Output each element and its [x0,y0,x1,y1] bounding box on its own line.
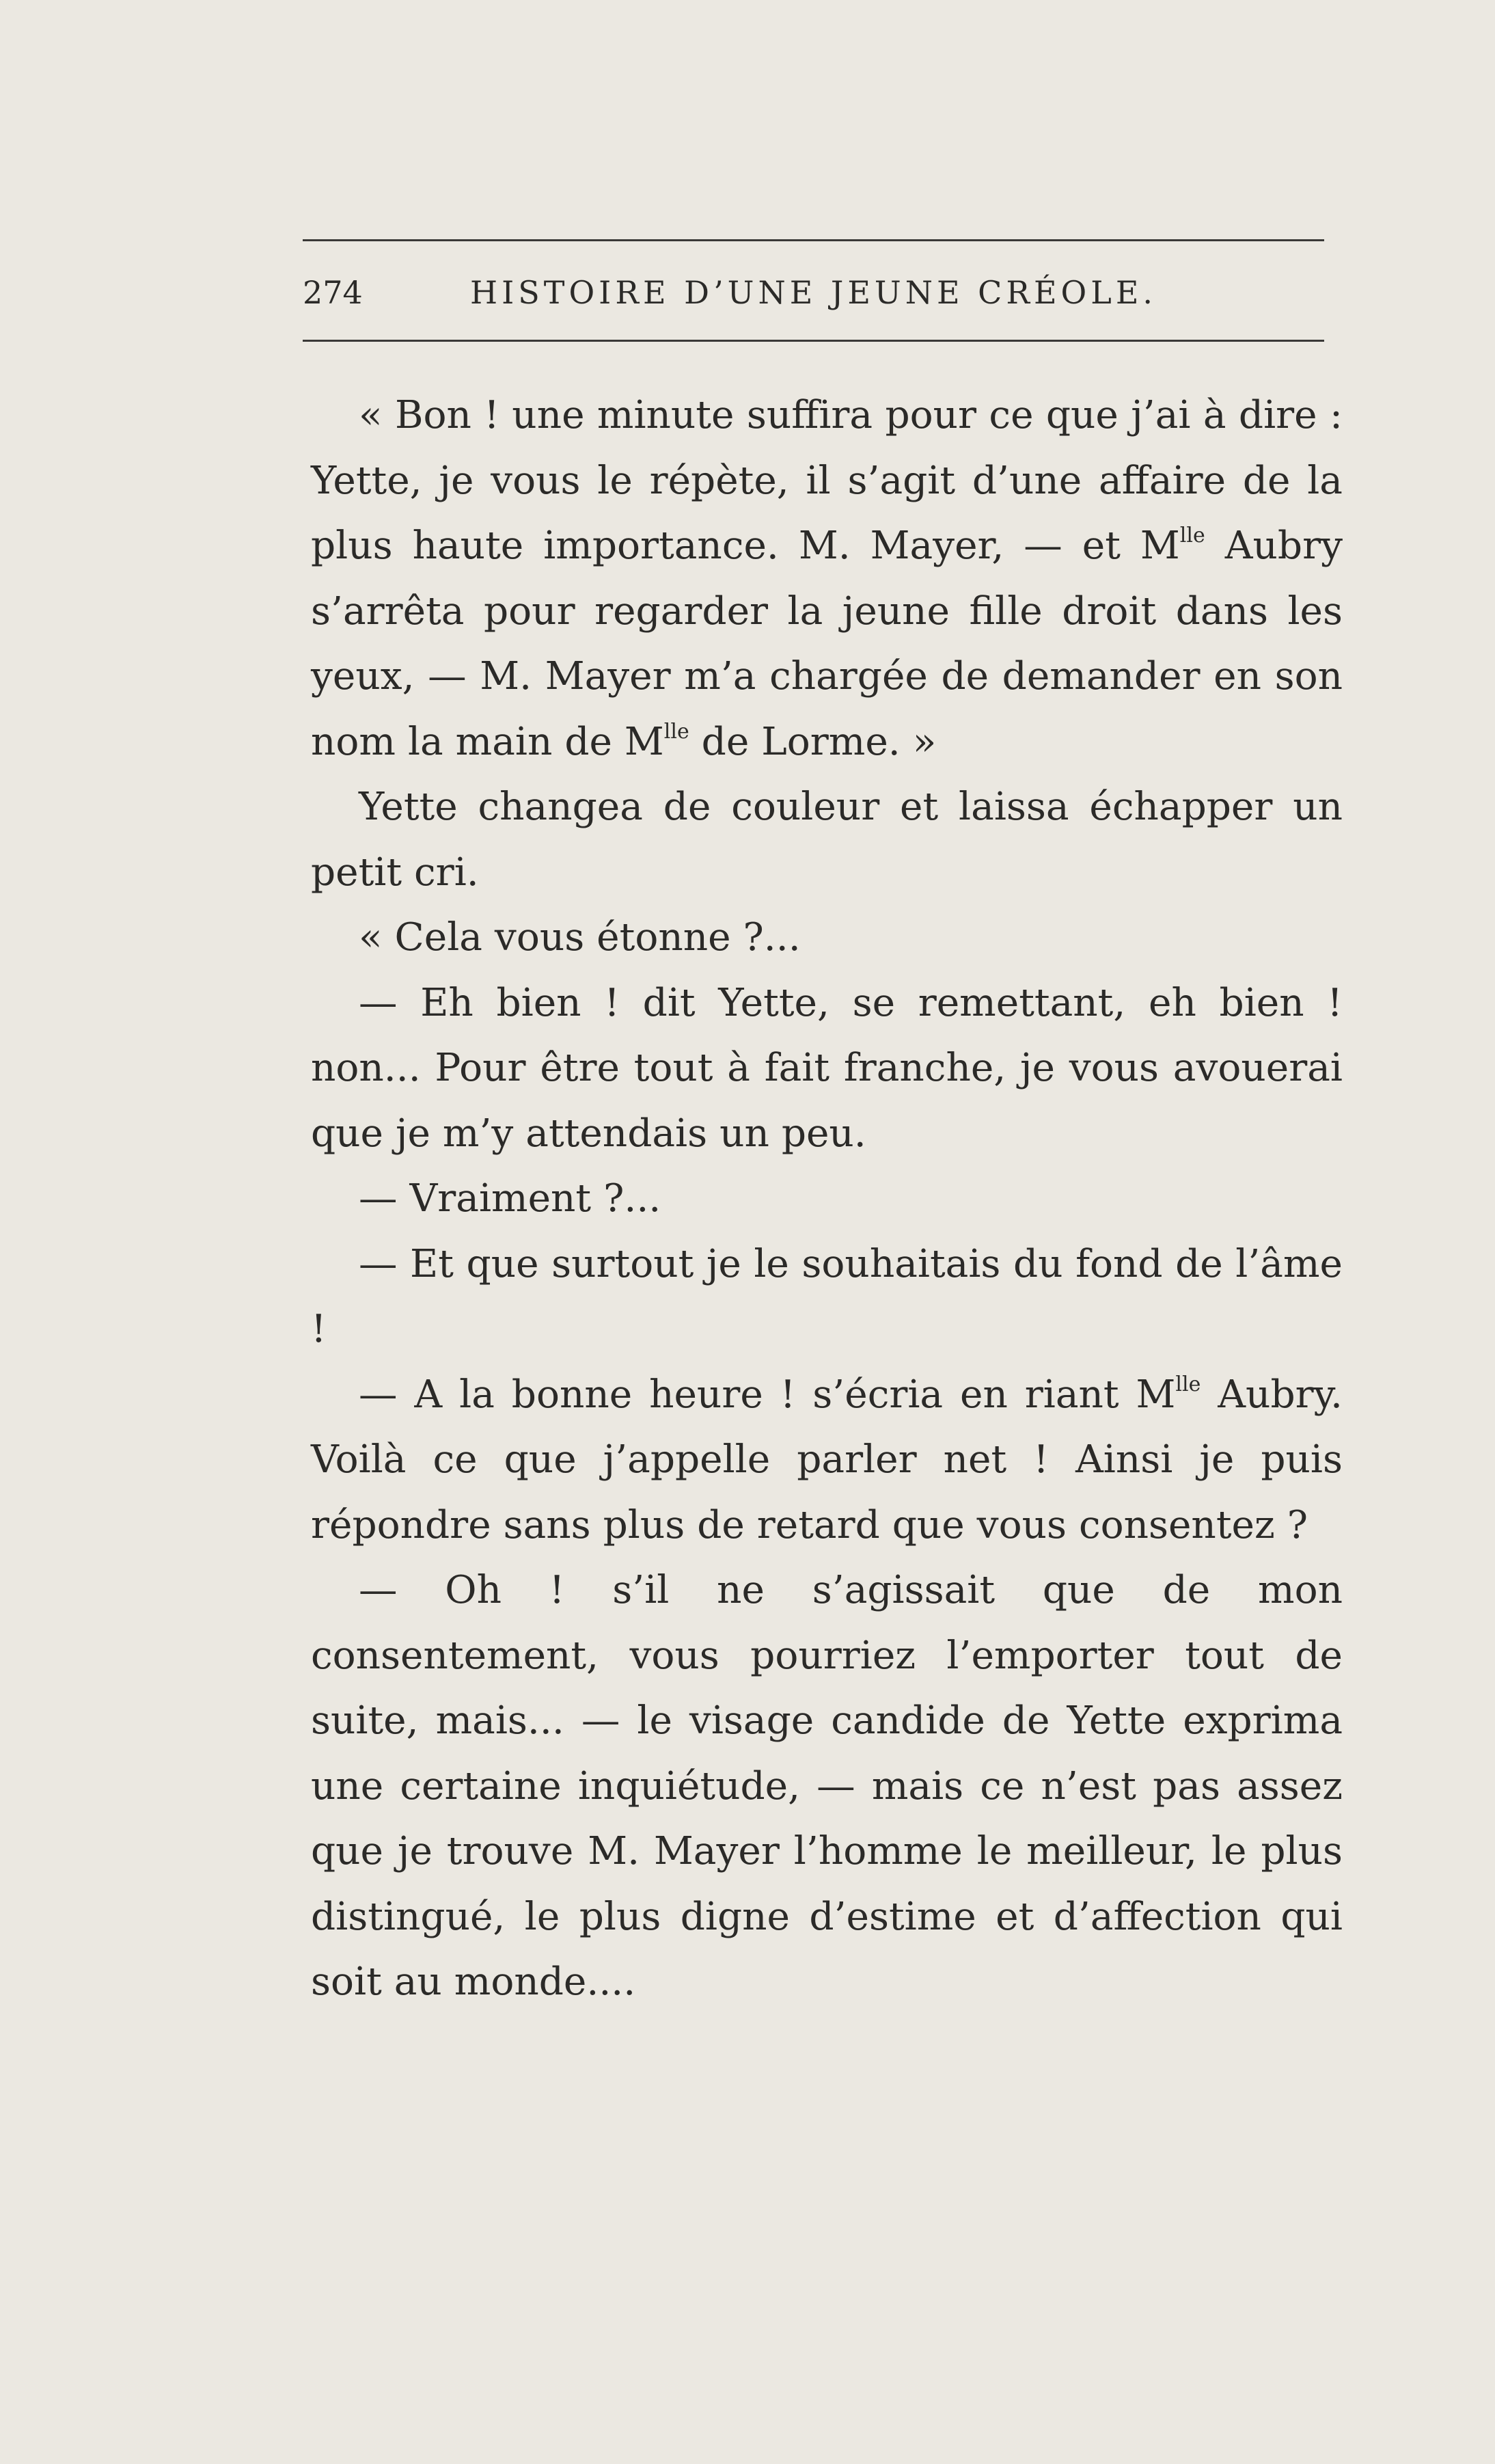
header-top-rule [303,239,1324,241]
paragraph: Yette changea de couleur et laissa échapper un petit cri. [311,785,1343,895]
paragraph-text: de Lorme. » [689,719,937,764]
paragraph-text: Aubry. Voilà ce que j’appelle parler net ! Ainsi je puis répondre sans plus de retard que vous consentez ? [311,1372,1343,1547]
paragraph [311,1362,1343,1558]
running-title: HISTOIRE D’UNE JEUNE CRÉOLE. [469,274,1157,311]
header-bottom-rule [303,340,1324,342]
superscript: lle [1179,524,1205,547]
paragraph-text: « Bon ! une minute suffira pour ce que j’ai à dire : Yette, je vous le répète, il s’agit d’une affaire de la plus haute importance. M. Mayer, — et M [311,393,1343,568]
body-text [311,383,1343,2015]
paragraph [311,383,1343,774]
paragraph: — Oh ! s’il ne s’agissait que de mon consentement, vous pourriez l’emporter tout de suite, mais... — le visage candide de Yette exprima une certaine inquiétude, — mais ce n’est pas assez que je trouve M. Mayer l’homme le meilleur, le plus distingué, le plus digne d’estime et d’affection qui soit au monde.... [311,1568,1343,2004]
paragraph: — Vraiment ?... [359,1176,661,1221]
paragraph: « Cela vous étonne ?... [359,915,801,960]
paragraph-text: Aubry s’arrêta pour regarder la jeune fille droit dans les yeux, — M. Mayer m’a chargée de demander en son nom la main de M [311,524,1343,764]
superscript: lle [663,719,689,744]
paragraph: — Et que surtout je le souhaitais du fond de l’âme ! [311,1241,1343,1351]
running-header [303,265,1324,320]
page-number: 274 [303,274,363,311]
paragraph: — Eh bien ! dit Yette, se remettant, eh bien ! non... Pour être tout à fait franche, je vous avouerai que je m’y attendais un peu. [311,980,1343,1156]
paragraph-text: — A la bonne heure ! s’écria en riant M [359,1372,1176,1417]
superscript: lle [1175,1372,1201,1396]
